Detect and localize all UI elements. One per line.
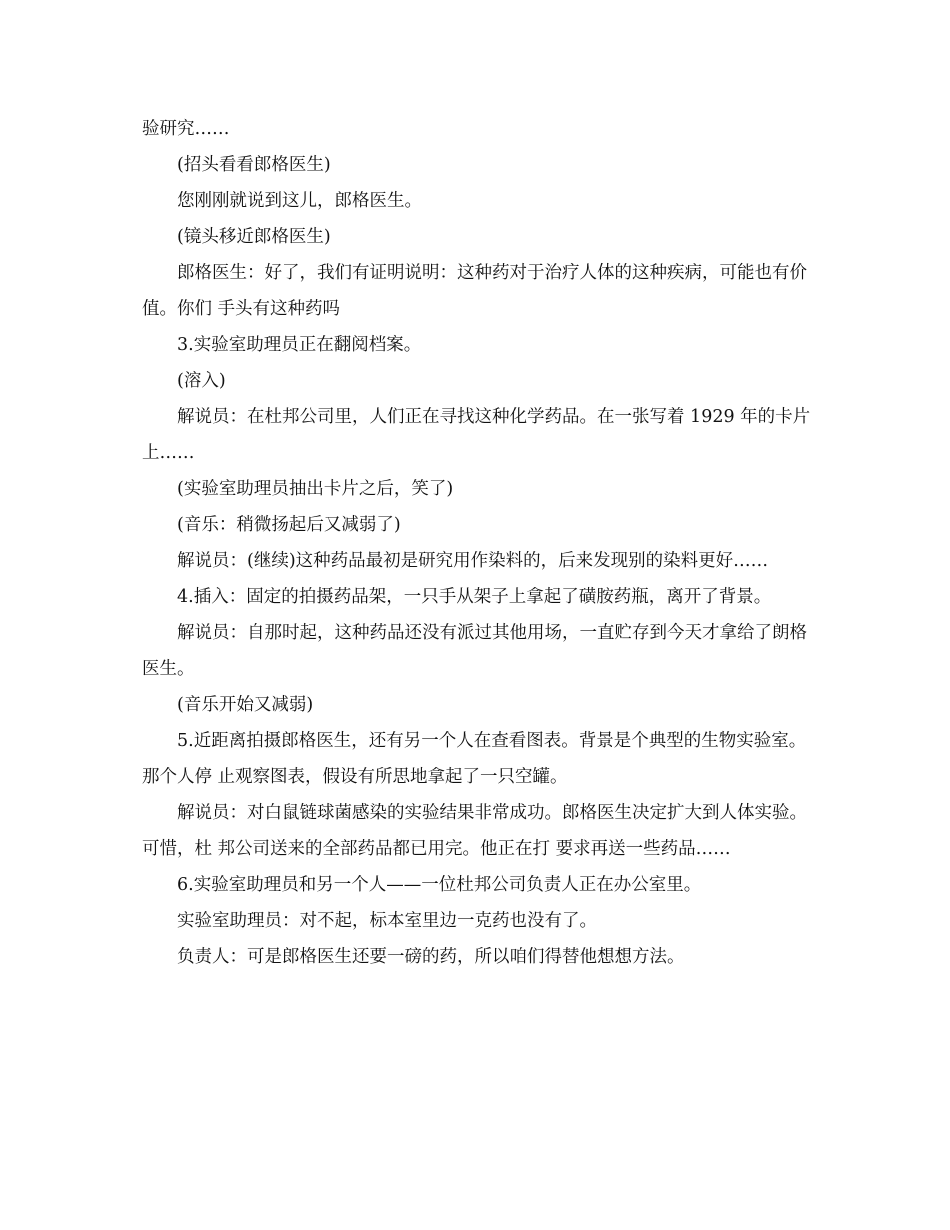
- paragraph-dialogue: 您刚刚就说到这儿，郎格医生。: [177, 191, 422, 211]
- paragraph-dialogue: 实验室助理员：对不起，标本室里边一克药也没有了。: [177, 911, 597, 931]
- paragraph-continued: 验研究……: [142, 119, 230, 139]
- paragraph-dialogue: 郎格医生：好了，我们有证明说明：这种药对于治疗人体的这种疾病，可能也有价值。你们 手头有这种药吗: [142, 263, 807, 319]
- paragraph-narration: 解说员：(继续)这种药品最初是研究用作染料的，后来发现别的染料更好……: [177, 551, 769, 571]
- paragraph-dialogue: 负责人：可是郎格医生还要一磅的药，所以咱们得替他想想方法。: [177, 947, 685, 967]
- paragraph-scene-3: 3.实验室助理员正在翻阅档案。: [177, 335, 422, 355]
- paragraph-music-cue: (音乐：稍微扬起后又减弱了): [177, 515, 401, 535]
- paragraph-stage-direction: (实验室助理员抽出卡片之后，笑了): [177, 479, 454, 499]
- paragraph-scene-4: 4.插入：固定的拍摄药品架，一只手从架子上拿起了磺胺药瓶，离开了背景。: [177, 587, 772, 607]
- paragraph-scene-5: 5.近距离拍摄郎格医生，还有另一个人在查看图表。背景是个典型的生物实验室。那个人停 止观察图表，假设有所思地拿起了一只空罐。: [142, 731, 807, 787]
- paragraph-scene-6: 6.实验室助理员和另一个人——一位杜邦公司负责人正在办公室里。: [177, 875, 702, 895]
- paragraph-music-cue: (音乐开始又减弱): [177, 695, 314, 715]
- paragraph-stage-direction: (招头看看郎格医生): [177, 155, 331, 175]
- paragraph-narration: 解说员：自那时起，这种药品还没有派过其他用场，一直贮存到今天才拿给了朗格医生。: [142, 623, 807, 679]
- document-body: [142, 111, 812, 975]
- paragraph-narration: 解说员：在杜邦公司里，人们正在寻找这种化学药品。在一张写着 1929 年的卡片上……: [142, 407, 811, 463]
- paragraph-narration: 解说员：对白鼠链球菌感染的实验结果非常成功。郎格医生决定扩大到人体实验。可惜，杜 邦公司送来的全部药品都已用完。他正在打 要求再送一些药品……: [142, 803, 807, 859]
- paragraph-stage-direction: (镜头移近郎格医生): [177, 227, 331, 247]
- paragraph-stage-direction: (溶入): [177, 371, 226, 391]
